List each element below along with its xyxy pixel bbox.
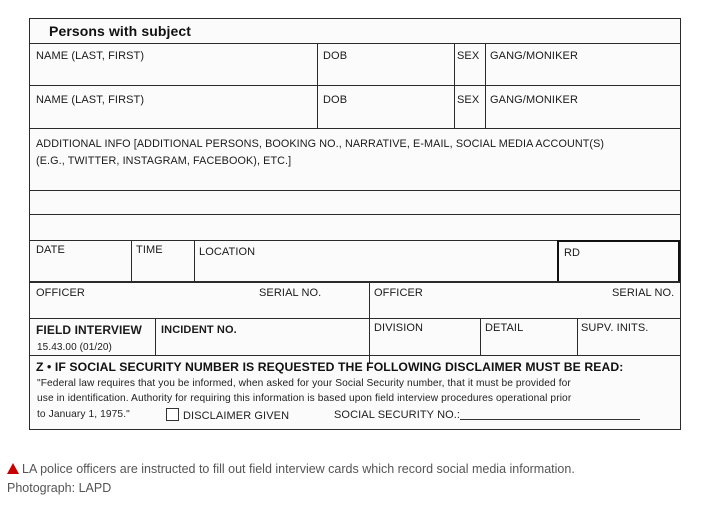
border-top: [29, 18, 681, 19]
disclaimer-given: [166, 408, 289, 423]
dob-label-2: DOB: [323, 94, 348, 106]
disclaimer-line2: use in identification. Authority for requiring this information is based upon field interview procedures operational prior: [37, 393, 572, 404]
field-interview-card: [29, 18, 681, 430]
divider: [454, 85, 455, 128]
ssn-heading: Z • IF SOCIAL SECURITY NUMBER IS REQUESTED THE FOLLOWING DISCLAIMER MUST BE READ:: [36, 360, 624, 374]
sex-label-2: SEX: [457, 94, 480, 106]
dob-label-1: DOB: [323, 50, 348, 62]
field-interview-label: FIELD INTERVIEW: [36, 323, 142, 337]
divider: [194, 240, 195, 281]
location-label: LOCATION: [199, 246, 256, 258]
rd-label: RD: [564, 247, 581, 259]
divider: [369, 282, 370, 364]
divider: [485, 43, 486, 85]
serial-label-1: SERIAL NO.: [259, 287, 322, 299]
ssn-field: [334, 408, 640, 422]
border-right: [680, 18, 681, 430]
serial-label-2: SERIAL NO.: [612, 287, 675, 299]
divider: [29, 318, 681, 319]
border-bottom: [29, 429, 681, 430]
incident-no-label: INCIDENT NO.: [161, 324, 237, 336]
officer-label-2: OFFICER: [374, 287, 423, 299]
caption-credit: Photograph: LAPD: [7, 481, 112, 495]
triangle-icon: [7, 463, 19, 474]
disclaimer-checkbox[interactable]: [166, 408, 179, 421]
officer-label-1: OFFICER: [36, 287, 85, 299]
divider: [678, 240, 680, 282]
divider: [557, 240, 680, 242]
disclaimer-given-label: DISCLAIMER GIVEN: [183, 410, 290, 422]
divider: [29, 128, 681, 129]
sex-label-1: SEX: [457, 50, 480, 62]
divider: [557, 240, 559, 282]
time-label: TIME: [136, 244, 163, 256]
caption-text: LA police officers are instructed to fill out field interview cards which record social media information.: [22, 462, 575, 476]
ssn-label: SOCIAL SECURITY NO.:: [334, 409, 461, 421]
gang-label-1: GANG/MONIKER: [490, 50, 578, 62]
form-number: 15.43.00 (01/20): [37, 342, 112, 353]
writing-line: [29, 190, 681, 191]
divider: [29, 355, 681, 356]
division-label: DIVISION: [374, 322, 424, 334]
divider: [454, 43, 455, 85]
additional-info-line1: ADDITIONAL INFO [ADDITIONAL PERSONS, BOOKING NO., NARRATIVE, E-MAIL, SOCIAL MEDIA ACCOUNT(S): [36, 138, 605, 150]
date-label: DATE: [36, 244, 65, 256]
name-label-1: NAME (LAST, FIRST): [36, 50, 145, 62]
divider: [317, 85, 318, 128]
supv-inits-label: SUPV. INITS.: [581, 322, 649, 334]
gang-label-2: GANG/MONIKER: [490, 94, 578, 106]
divider: [29, 281, 681, 283]
additional-info-line2: (E.G., TWITTER, INSTAGRAM, FACEBOOK), ETC.]: [36, 155, 292, 167]
disclaimer-line1: "Federal law requires that you be informed, when asked for your Social Security number, that it must be provided for: [37, 378, 571, 389]
divider: [485, 85, 486, 128]
form-title: Persons with subject: [49, 23, 192, 39]
border-left: [29, 18, 30, 430]
divider: [317, 43, 318, 85]
writing-line: [29, 214, 681, 215]
divider: [29, 43, 681, 44]
detail-label: DETAIL: [485, 322, 524, 334]
photo-caption: [7, 460, 697, 498]
disclaimer-line3: to January 1, 1975.": [37, 409, 130, 420]
divider: [577, 318, 578, 356]
name-label-2: NAME (LAST, FIRST): [36, 94, 145, 106]
divider: [480, 318, 481, 356]
divider: [155, 318, 156, 356]
divider: [131, 240, 132, 281]
divider: [29, 85, 681, 86]
ssn-input[interactable]: [460, 409, 640, 420]
